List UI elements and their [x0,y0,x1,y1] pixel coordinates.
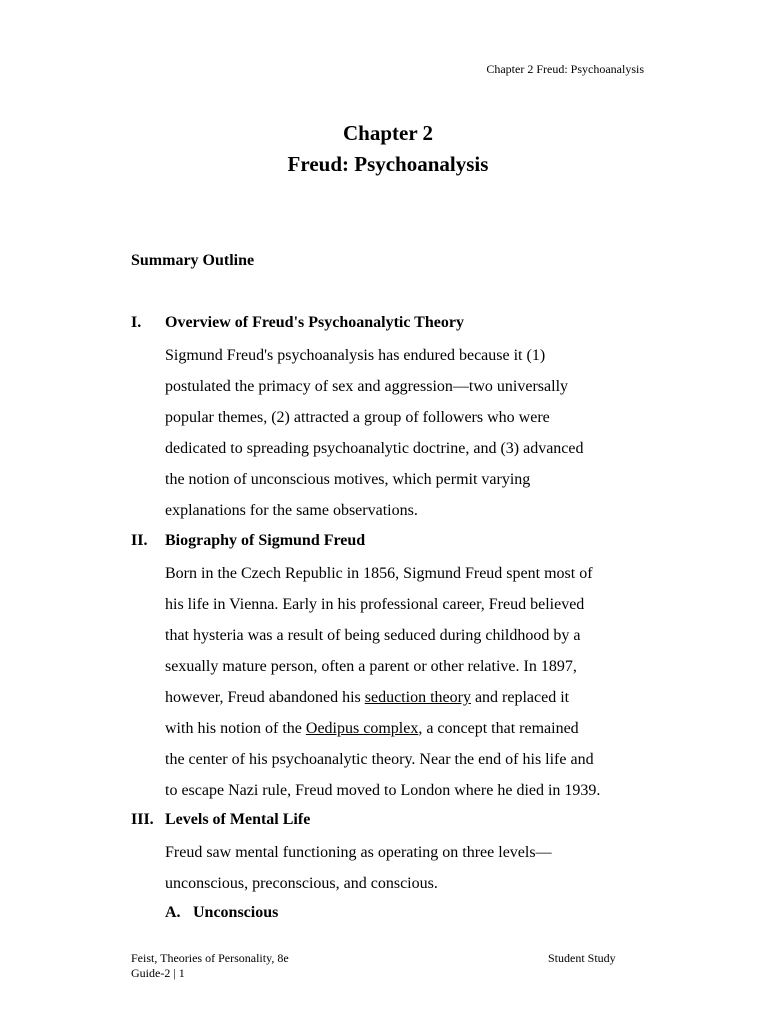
term-seduction-theory: seduction theory [364,689,471,706]
subsection-a-number: A. [165,904,181,921]
section-3-number: III. [131,811,154,828]
paragraph-line [165,713,655,744]
paragraph-line: Sigmund Freud's psychoanalysis has endured because it (1) [165,347,546,364]
chapter-title: Freud: Psychoanalysis [287,152,489,176]
footer-book-title: Feist, Theories of Personality, 8e [131,951,289,965]
text-run: however, Freud abandoned his [165,689,365,706]
paragraph-line: popular themes, (2) attracted a group of followers who were [165,409,550,426]
subsection-a-title: Unconscious [193,904,279,921]
paragraph-line: the notion of unconscious motives, which permit varying [165,471,531,488]
footer-right: Student Study [548,951,616,965]
paragraph-line: sexually mature person, often a parent or other relative. In 1897, [165,658,577,675]
section-2-number: II. [131,532,148,549]
summary-outline-heading: Summary Outline [131,252,255,269]
section-2-body [165,558,655,806]
term-oedipus-complex: Oedipus complex [305,720,419,737]
paragraph-line: to escape Nazi rule, Freud moved to London where he died in 1939. [165,782,601,799]
paragraph-line: the center of his psychoanalytic theory. Near the end of his life and [165,751,594,768]
paragraph-line: explanations for the same observations. [165,502,418,519]
chapter-number: Chapter 2 [342,121,434,145]
section-1-body [165,340,655,526]
paragraph-line: dedicated to spreading psychoanalytic doctrine, and (3) advanced [165,440,584,457]
section-1-number: I. [131,314,142,331]
text-run: and replaced it [470,689,570,706]
footer-left [131,951,289,981]
section-3-body [165,837,655,899]
footer-page-number: Guide-2 | 1 [131,966,185,980]
paragraph-line: postulated the primacy of sex and aggression—two universally [165,378,569,395]
paragraph-line: his life in Vienna. Early in his professional career, Freud believed [165,596,585,613]
section-3-title: Levels of Mental Life [165,811,311,828]
running-header: Chapter 2 Freud: Psychoanalysis [486,62,644,76]
section-2-title: Biography of Sigmund Freud [165,532,366,549]
paragraph-line: that hysteria was a result of being seduced during childhood by a [165,627,581,644]
text-run: with his notion of the [165,720,306,737]
paragraph-line: Born in the Czech Republic in 1856, Sigmund Freud spent most of [165,565,593,582]
paragraph-line: Freud saw mental functioning as operating on three levels— [165,844,552,861]
text-run: , a concept that remained [418,720,579,737]
paragraph-line: unconscious, preconscious, and conscious. [165,875,438,892]
section-1-title: Overview of Freud's Psychoanalytic Theory [165,314,464,331]
paragraph-line [165,682,655,713]
